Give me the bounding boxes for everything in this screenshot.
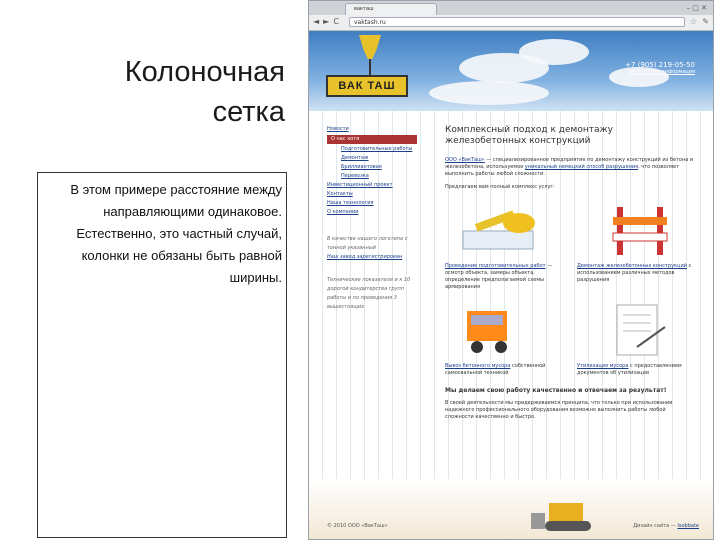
barrier-illustration: [577, 197, 695, 259]
service-link[interactable]: Утилизация мусора: [577, 363, 629, 369]
note-text: [38, 179, 282, 289]
side-note: [327, 235, 417, 262]
submenu-item[interactable]: Подготовительные работы: [341, 146, 413, 152]
tab-bar: [309, 1, 713, 15]
service-card: [445, 297, 563, 377]
menu-item[interactable]: Наша технология: [327, 200, 374, 206]
submenu-item[interactable]: Перевозка: [341, 173, 369, 179]
header-contacts: [625, 61, 695, 75]
window-controls[interactable]: – □ ✕: [686, 4, 707, 12]
menu-item[interactable]: Инвестиционный проект: [327, 182, 393, 188]
note-line: колонки не обязаны быть равной: [81, 248, 282, 263]
main-content: [445, 125, 695, 427]
browser-window: [308, 0, 714, 540]
note-line: ширины.: [229, 270, 282, 285]
phone-number: +7 (905) 219-05-50: [625, 61, 695, 69]
menu-item[interactable]: О компании: [327, 209, 359, 215]
services-row-1: [445, 197, 695, 291]
back-icon[interactable]: ◄: [313, 17, 320, 26]
intro-text: — специализированное предприятие по демонтажу конструкций из бетона и железобетона, используемое: [445, 157, 694, 170]
slogan: Мы делаем свою работу качественно и отвечаем за результат!: [445, 387, 667, 394]
menu-item-news[interactable]: Новости: [327, 126, 349, 132]
side-note-text: В качестве нашего логотипа с тонной указанный: [327, 236, 408, 251]
submenu-item[interactable]: Демонтаж: [341, 155, 369, 161]
browser-tab[interactable]: вакташ: [345, 3, 437, 15]
service-card: [577, 197, 695, 291]
service-card: [577, 297, 695, 377]
service-card: [445, 197, 563, 291]
note-line: направляющими одинаковое.: [103, 204, 282, 219]
menu-item-about[interactable]: О нас хотя: [327, 135, 417, 144]
logo-hook: [369, 59, 371, 75]
service-link[interactable]: Вывоз бетонного мусора: [445, 363, 511, 369]
service-text: с использованием различных методов разрушения: [577, 263, 692, 283]
slide-title-line2: сетка: [212, 96, 285, 128]
documents-illustration: [577, 297, 695, 359]
toolbar: [309, 15, 713, 31]
truck-illustration: [445, 297, 563, 359]
slide-title-line1: Колоночная: [124, 56, 285, 88]
closing-paragraph: В своей деятельности мы придерживаемся принципа, что только при использовании надежного профессионального оборудования возможно выполнить работы любой сложности качественно и быстро.: [445, 400, 673, 420]
slide-title: [15, 52, 285, 132]
page-heading: Комплексный подход к демонтажу железобетонных конструкций: [445, 125, 613, 146]
nav-buttons: [313, 17, 343, 26]
note-line: Естественно, это частный случай,: [76, 226, 282, 241]
wrench-icon[interactable]: ✎: [702, 17, 709, 26]
intro-text-2: , что позволяет выполнить работы любой сложности.: [445, 164, 679, 177]
note-box: [37, 172, 287, 538]
reload-icon[interactable]: C: [333, 17, 339, 26]
forward-icon[interactable]: ►: [323, 17, 330, 26]
note-line: В этом примере расстояние между: [70, 182, 282, 197]
footer: [309, 479, 713, 540]
service-link[interactable]: Демонтаж железобетонных конструкций: [577, 263, 687, 269]
design-credit-text: Дизайн сайта —: [633, 523, 676, 529]
side-note-link[interactable]: Наш завод зарегистрирован: [327, 254, 403, 260]
design-credit: [633, 523, 699, 529]
service-text: с предоставлением документов об утилизации: [577, 363, 682, 376]
intro-paragraph: [445, 157, 695, 178]
service-text: — осмотр объекта, замеры объекта, определение предполагаемой схемы армирования: [445, 263, 553, 290]
web-page: [309, 31, 713, 540]
side-note-2: Технические показатели и к 10 дорогой кондитерства групп работы и по проведения 3 вышестоящих: [327, 277, 411, 310]
sidebar-menu: [327, 125, 417, 312]
services-row-2: [445, 297, 695, 377]
address-bar[interactable]: vaktash.ru: [349, 17, 685, 27]
bulldozer-illustration: [529, 495, 609, 535]
submenu-item[interactable]: Бриллиантовая: [341, 164, 382, 170]
method-link[interactable]: уникальный немецкий способ разрушения: [524, 164, 639, 170]
designer-link[interactable]: Isobbate: [677, 523, 699, 529]
company-link[interactable]: ООО «ВакТаш»: [445, 157, 485, 163]
contact-link[interactable]: контактная информация: [629, 69, 695, 75]
bookmark-star-icon[interactable]: ☆: [689, 17, 697, 26]
site-logo[interactable]: ВАК ТАШ: [326, 75, 408, 97]
service-link[interactable]: Проведение подготовительных работ: [445, 263, 546, 269]
tools-illustration: [445, 197, 563, 259]
service-text: собственной самосвальной техникой: [445, 363, 546, 376]
offer-text: Предлагаем вам полный комплекс услуг:: [445, 184, 555, 190]
menu-item[interactable]: Контакты: [327, 191, 353, 197]
copyright: © 2010 ООО «ВакТаш»: [327, 523, 388, 529]
